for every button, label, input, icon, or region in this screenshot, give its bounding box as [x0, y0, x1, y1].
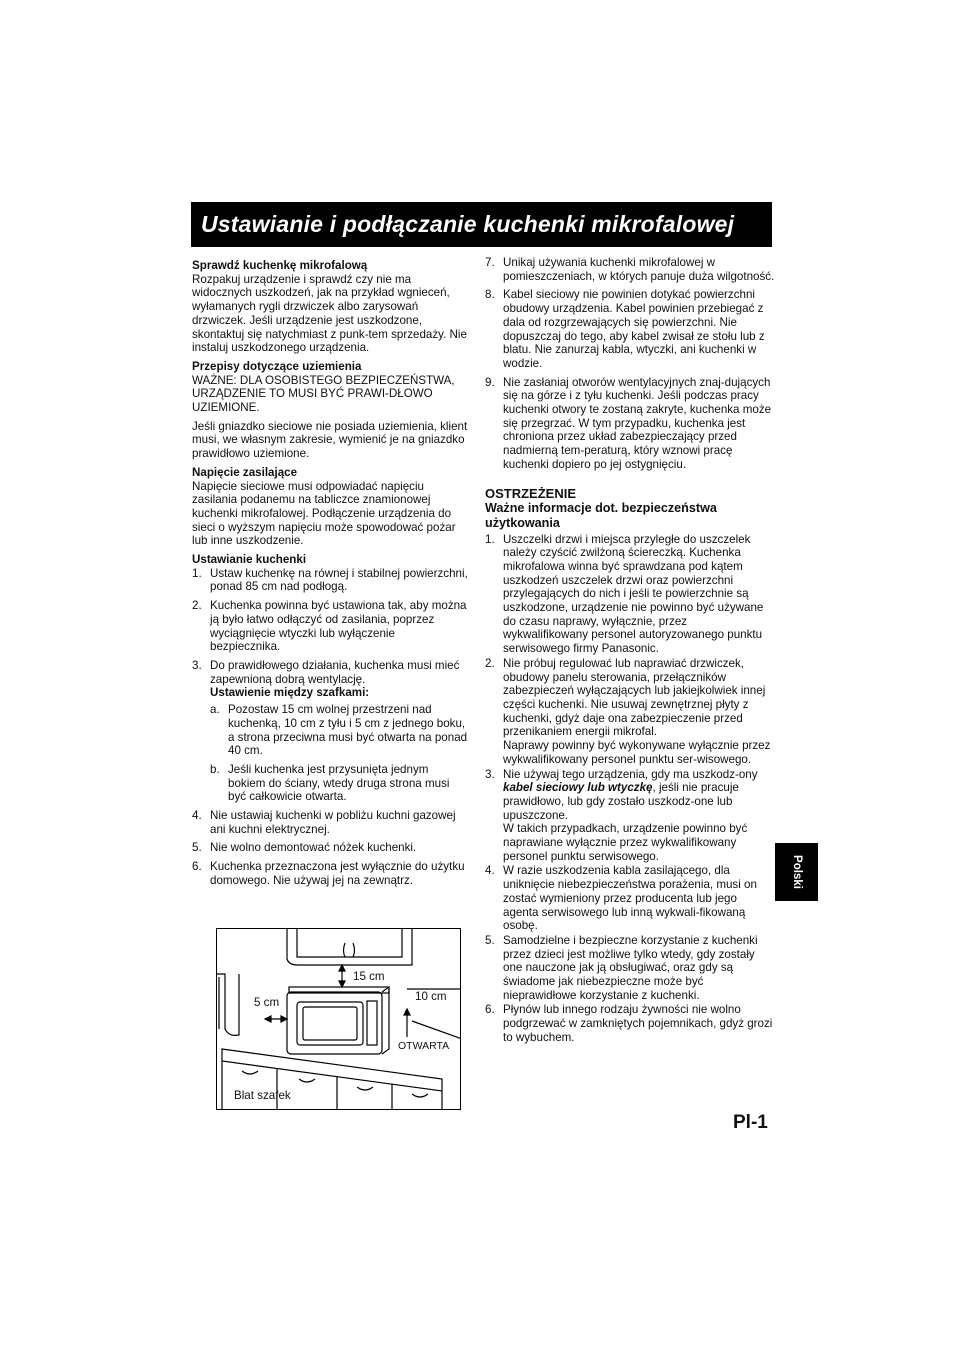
heading-placement: Ustawianie kuchenki [192, 553, 307, 567]
sub-list-item: a. Pozostaw 15 cm wolnej przestrzeni nad kuchenką, 10 cm z tyłu i 5 cm z jednego boku, a strona przeciwna musi być otwarta na ponad 40 cm. [210, 703, 468, 758]
counter-label: Blat szafek [234, 1089, 291, 1102]
clearance-back-label: 10 cm [415, 990, 447, 1003]
list-item: 6. Kuchenka przeznaczona jest wyłącznie do użytku domowego. Nie używaj jej na zewnątrz. [192, 860, 465, 887]
clearance-side-label: 5 cm [254, 996, 280, 1009]
paragraph-grounding: Jeśli gniazdko sieciowe nie posiada uziemienia, klient musi, we własnym zakresie, wymienić je na gniazdko prawidłowo uziemione. [192, 419, 468, 461]
heading-grounding: Przepisy dotyczące uziemienia [192, 359, 362, 373]
warning-item: 1. Uszczelki drzwi i miejsca przyległe do uszczelek należy czyścić zwilżoną ściereczką. Kuchenka mikrofalowa winna być sprawdzana pod kątem uszkodzeń uszczelek drzwi oraz powierzchni przylegających do nich i jeśli te powierzchnie są uszkodzone, urządzenie nie powinno być używane do czasu naprawy, wyłącznie, przez wykwalifikowany personel autoryzowanego punktu serwisowego firmy Panasonic. [485, 532, 764, 656]
sub-list-item: b. Jeśli kuchenka jest przysunięta jednym bokiem do ściany, wtedy druga strona musi być całkowicie otwarta. [210, 762, 450, 804]
title-bar [191, 202, 772, 247]
warning-subheading: Ważne informacje dot. bezpieczeństwa użytkowania [485, 500, 717, 530]
right-column [485, 256, 775, 1046]
between-cabinets-label: Ustawienie między szafkami: [210, 686, 370, 700]
list-item: 5. Nie wolno demontować nóżek kuchenki. [192, 841, 417, 855]
list-item: 9. Nie zasłaniaj otworów wentylacyjnych znaj-dujących się na górze i z tyłu kuchenki. Jeśli podczas pracy kuchenki otwory te zostaną zakryte, kuchenka może się przegrzać. W tym przypadku, kuchenka jest chroniona przez układ zabezpieczający przed nadmierną tem-peraturą, który wznowi pracę kuchenki dopiero po jej ostygnięciu. [485, 375, 772, 471]
warning-item: 5. Samodzielne i bezpieczne korzystanie z kuchenki przez dzieci jest możliwe tylko wtedy, gdy zostały one nauczone jak ją obsługiwać, oraz gdy są świadome jak niebezpieczne może być nieprawidłowe korzystanie z kuchenki. [485, 933, 758, 1002]
list-item: 1. Ustaw kuchenkę na równej i stabilnej powierzchni, ponad 85 cm nad podłogą. [192, 566, 468, 594]
cable-plug-emphasis: kabel sieciowy lub wtyczkę [503, 781, 653, 795]
open-side-label: OTWARTA [398, 1040, 450, 1052]
warning-item: 6. Płynów lub innego rodzaju żywności nie wolno podgrzewać w zamkniętych pojemnikach, gdyż grozi to wybuchem. [485, 1003, 773, 1044]
warning-item: 2. Nie próbuj regulować lub naprawiać drzwiczek, obudowy panelu sterowania, przełączników zabezpieczeń wyłączających lub jakiejkolwiek innej części kuchenki. Nie usuwaj zewnętrznej płyty z kuchenki, gdyż daje ona zabezpieczenie przed przenikaniem energii mikrofal. Naprawy powinny być wykonywane wyłącznie przez wykwalifikowany personel punktu ser-wisowego. [485, 656, 771, 766]
left-column [192, 259, 468, 893]
list-item: 2. Kuchenka powinna być ustawiona tak, aby można ją było łatwo odłączyć od zasilania, poprzez wyciągnięcie wtyczki lub wyłączenie bezpiecznika. [192, 599, 467, 654]
warning-item: 3. Nie używaj tego urządzenia, gdy ma uszkodz-ony kabel sieciowy lub wtyczkę, jeśli nie pracuje prawidłowo, lub gdy zostało uszkodz-one lub upuszczone. W takich przypadkach, urządzenie powinno być naprawiane wyłącznie przez wykwalifikowany personel punktu serwisowego. [485, 767, 758, 863]
paragraph-grounding-important: WAŻNE: DLA OSOBISTEGO BEZPIECZEŃSTWA, URZĄDZENIE TO MUSI BYĆ PRAWI-DŁOWO UZIEMIONE. [192, 373, 455, 415]
list-item: 4. Nie ustawiaj kuchenki w pobliżu kuchni gazowej ani kuchni elektrycznej. [192, 809, 456, 836]
warning-item: 4. W razie uszkodzenia kabla zasilającego, dla uniknięcie niebezpieczeństwa porażenia, musi on zostać wymieniony przez producenta lub jego agenta serwisowego lub inną wykwali-fikowaną osobę. [485, 864, 757, 933]
warning-heading: OSTRZEŻENIE [485, 485, 577, 501]
installation-diagram [216, 928, 461, 1110]
clearance-top-label: 15 cm [353, 970, 385, 983]
language-tab [775, 843, 818, 901]
microwave-clearance-illustration [217, 929, 461, 1110]
list-item: 3. Do prawidłowego działania, kuchenka musi mieć zapewnioną dobrą wentylację. Ustawienie między szafkami: [192, 658, 460, 700]
paragraph-voltage: Napięcie sieciowe musi odpowiadać napięciu zasilania podanemu na tabliczce znamionowej kuchenki mikrofalowej. Podłączenie urządzenia do sieci o wyższym napięciu może spowodować pożar lub inne uszkodzenie. [192, 479, 456, 548]
paragraph-check: Rozpakuj urządzenie i sprawdź czy nie ma widocznych uszkodzeń, jak na przykład wgnieceń, wyłamanych rygli drzwiczek albo zarysowań drzwiczek. Jeśli urządzenie jest uszkodzone, skontaktuj się natychmiast z punk-tem sprzedaży. Nie instaluj uszkodzonego urządzenia. [192, 272, 467, 355]
heading-check: Sprawdź kuchenkę mikrofalową [192, 259, 368, 272]
language-tab-label: Polski [790, 855, 803, 889]
page-number: Pl-1 [733, 1112, 768, 1133]
page-title: Ustawianie i podłączanie kuchenki mikrofalowej [201, 211, 735, 237]
heading-voltage: Napięcie zasilające [192, 465, 298, 479]
list-item: 7. Unikaj używania kuchenki mikrofalowej w pomieszczeniach, w których panuje duża wilgotność. [485, 256, 775, 283]
list-item: 8. Kabel sieciowy nie powinien dotykać powierzchni obudowy urządzenia. Kabel powinien przebiegać z dala od rozgrzewających się powierzchni. Nie dopuszczaj do tego, aby kabel zwisał ze stołu lub z blatu. Nie zanurzaj kabla, wtyczki, ani kuchenki w wodzie. [485, 288, 765, 370]
